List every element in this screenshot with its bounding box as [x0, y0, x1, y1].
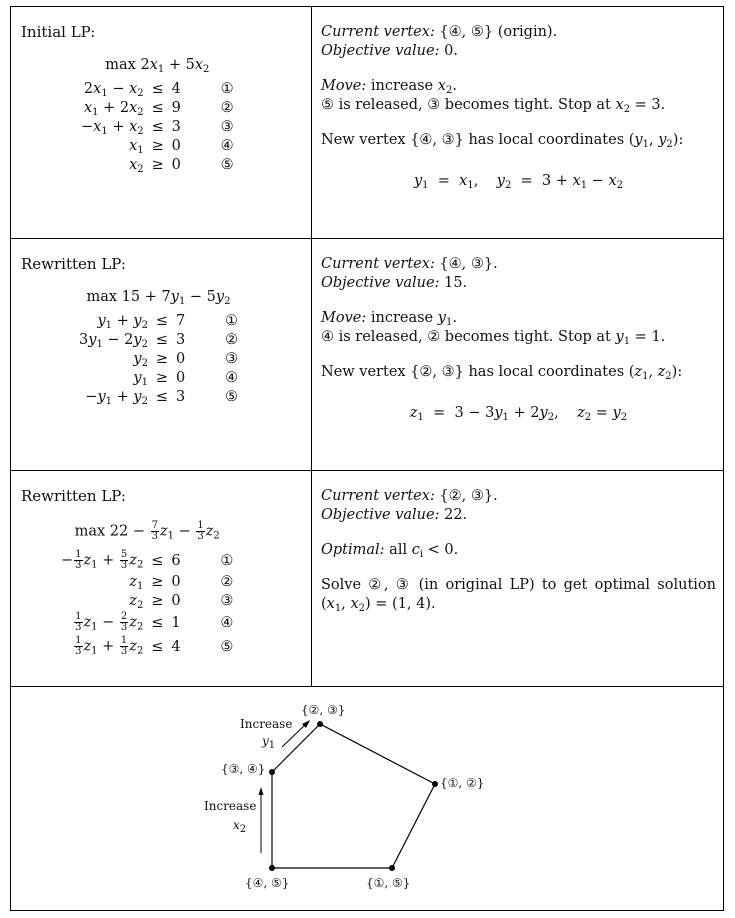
arrow-head-icon [259, 787, 264, 795]
step-label: Move: [321, 310, 367, 326]
step-explanation [321, 255, 716, 439]
step-label: Objective value: [321, 507, 440, 523]
step-label: Objective value: [321, 43, 440, 59]
fraction: $\frac{7}{3}$ [151, 520, 158, 542]
step-label: Move: [321, 78, 367, 94]
arrow-label-increase: Increase [204, 799, 257, 813]
constraint-number: ④ [220, 138, 234, 154]
constraint-number: ② [224, 332, 238, 348]
step-label: Optimal: [321, 542, 385, 558]
step-explanation [321, 23, 716, 207]
constraint-relation: ≤ [151, 119, 164, 135]
vertex-label-34: {③, ④} [221, 762, 266, 776]
constraint-relation: ≥ [151, 593, 164, 609]
constraint-relation: ≥ [151, 157, 164, 173]
explanation-paragraph: Current vertex: {②, ③}. Objective value: 22. [321, 488, 498, 523]
constraint-rhs: 1 [171, 614, 181, 631]
explanation-paragraph: Current vertex: {④, ⑤} (origin). Objective value: 0. [321, 24, 558, 59]
constraint-relation: ≤ [155, 313, 169, 329]
constraint-relation: ≥ [151, 574, 164, 590]
constraint-rhs: 9 [171, 100, 181, 116]
constraint-lhs: $\frac{1}{3}$ $z_1$ + $\frac{1}{3}$ $z_2$ [75, 635, 144, 657]
explanation-paragraph: Solve ②, ③ (in original LP) to get optimal solution ($x_1$, $x_2) = (1$, 4). [321, 577, 716, 614]
constraint-rhs: 0 [171, 138, 181, 154]
constraint-lhs: $x_2$ [129, 157, 144, 175]
constraint-number: ④ [224, 370, 238, 386]
constraint-rhs: 0 [175, 370, 186, 386]
lp-formulation [81, 57, 234, 173]
vertex-point-45 [269, 865, 275, 871]
constraint-rhs: 0 [171, 574, 181, 590]
constraint-lhs: $x_1$ [129, 138, 144, 156]
lp-steps-table [10, 6, 724, 911]
constraint-lhs: $z_1$ [129, 574, 144, 592]
constraint-relation: ≥ [155, 370, 169, 386]
step-label: Current vertex: [321, 24, 435, 40]
lp-formulation [61, 521, 233, 657]
vertex-point-15 [389, 865, 395, 871]
constraint-lhs: $2x_1 - x_2$ [83, 81, 144, 99]
coordinate-formula: $y_1 = x_1$, $y_2 = 3 + x_1 - x_2$ [413, 173, 624, 191]
lp-title: Rewritten LP: [21, 255, 126, 273]
constraint-number: ③ [220, 119, 234, 135]
arrow-var-x2: $x_2$ [233, 818, 247, 835]
constraint-lhs: $3y_1 - 2y_2$ [79, 332, 148, 350]
lp-objective: max 22 − $\frac{7}{3}$ $z_1$ − $\frac{1}{3}$ $z_2$ [74, 520, 220, 542]
explanation-paragraph: New vertex {②, ③} has local coordinates ($z_1$, $z_2$): [321, 364, 683, 382]
explanation-paragraph: Optimal: all $c_i < 0$. [321, 542, 459, 560]
constraint-number: ① [224, 313, 238, 329]
polytope-diagram [11, 687, 723, 911]
constraint-rhs: 6 [171, 552, 181, 569]
constraint-lhs: $y_1$ [133, 370, 148, 388]
constraint-rhs: 4 [171, 81, 181, 97]
fraction: $\frac{1}{3}$ [75, 635, 82, 657]
constraint-rhs: 0 [175, 351, 186, 367]
lp-formulation [79, 289, 238, 405]
fraction: $\frac{1}{3}$ [120, 635, 128, 657]
polytope-edges [272, 724, 435, 868]
constraint-relation: ≤ [155, 332, 169, 348]
constraint-number: ① [220, 81, 234, 97]
vertex-point-34 [269, 769, 275, 775]
constraint-number: ④ [220, 614, 234, 631]
explanation-paragraph: Move: increase $x_2$. ⑤ is released, ③ becomes tight. Stop at $x_2 = 3$. [321, 78, 666, 115]
constraint-number: ② [220, 100, 234, 116]
step-label: Current vertex: [321, 488, 435, 504]
step-label: Current vertex: [321, 256, 435, 272]
lp-title: Initial LP: [21, 23, 96, 41]
constraint-rhs: 0 [171, 593, 181, 609]
constraint-rhs: 3 [175, 389, 186, 405]
arrow-label-increase: Increase [240, 717, 293, 731]
coordinate-formula: $z_1 = 3 - 3y_1 + 2y_2$, $z_2 = y_2$ [409, 405, 628, 423]
constraint-number: ① [220, 552, 234, 569]
constraint-lhs: $x_1 + 2x_2$ [83, 100, 144, 118]
constraint-number: ⑤ [220, 638, 234, 655]
lp-objective: $\max 2x_1 + 5x_2$ [105, 57, 210, 75]
constraint-relation: ≤ [151, 638, 164, 655]
constraint-lhs: $-y_1 + y_2$ [85, 389, 148, 407]
fraction: $\frac{1}{3}$ [75, 549, 82, 571]
lp-title: Rewritten LP: [21, 487, 126, 505]
row-divider [11, 470, 723, 471]
vertex-point-23 [317, 721, 323, 727]
fraction: $\frac{1}{3}$ [75, 611, 82, 633]
row-divider [11, 238, 723, 239]
vertex-point-12 [432, 781, 438, 787]
arrow-var-y1: $y_1$ [262, 734, 276, 751]
lp-objective: $\max 15 + 7y_1 - 5y_2$ [86, 289, 231, 307]
constraint-lhs: $\frac{1}{3}$ $z_1$ − $\frac{2}{3}$ $z_2$ [75, 611, 144, 633]
vertex-label-15: {①, ⑤} [366, 876, 411, 890]
column-divider [311, 7, 312, 687]
constraint-number: ⑤ [224, 389, 238, 405]
constraint-lhs: $y_1 + y_2$ [97, 313, 148, 331]
explanation-paragraph: Move: increase $y_1$. ④ is released, ② becomes tight. Stop at $y_1 = 1$. [321, 310, 666, 347]
explanation-paragraph: New vertex {④, ③} has local coordinates ($y_1$, $y_2$): [321, 132, 684, 150]
constraint-number: ⑤ [220, 157, 234, 173]
vertex-label-12: {①, ②} [440, 776, 485, 790]
constraint-relation: ≤ [151, 81, 164, 97]
step-label: Objective value: [321, 275, 440, 291]
constraint-lhs: $-x_1 + x_2$ [81, 119, 144, 137]
fraction: $\frac{2}{3}$ [120, 611, 128, 633]
constraint-number: ③ [220, 593, 234, 609]
constraint-rhs: 3 [175, 332, 186, 348]
constraint-relation: ≥ [151, 138, 164, 154]
constraint-relation: ≤ [151, 100, 164, 116]
constraint-lhs: − $\frac{1}{3}$ $z_1$ + $\frac{5}{3}$ $z_2$ [61, 549, 144, 571]
fraction: $\frac{1}{3}$ [197, 520, 204, 542]
constraint-number: ③ [224, 351, 238, 367]
constraint-lhs: $z_2$ [129, 593, 144, 611]
constraint-number: ② [220, 574, 234, 590]
constraint-lhs: $y_2$ [133, 351, 148, 369]
constraint-rhs: 3 [171, 119, 181, 135]
constraint-relation: ≤ [155, 389, 169, 405]
constraint-rhs: 4 [171, 638, 181, 655]
constraint-relation: ≤ [151, 614, 164, 631]
explanation-paragraph: Current vertex: {④, ③}. Objective value: 15. [321, 256, 498, 291]
vertex-label-23: {②, ③} [301, 703, 346, 717]
vertex-label-45: {④, ⑤} [245, 876, 290, 890]
constraint-relation: ≤ [151, 552, 164, 569]
constraint-rhs: 7 [175, 313, 186, 329]
constraint-relation: ≥ [155, 351, 169, 367]
step-explanation [321, 487, 716, 630]
fraction: $\frac{5}{3}$ [120, 549, 128, 571]
constraint-rhs: 0 [171, 157, 181, 173]
